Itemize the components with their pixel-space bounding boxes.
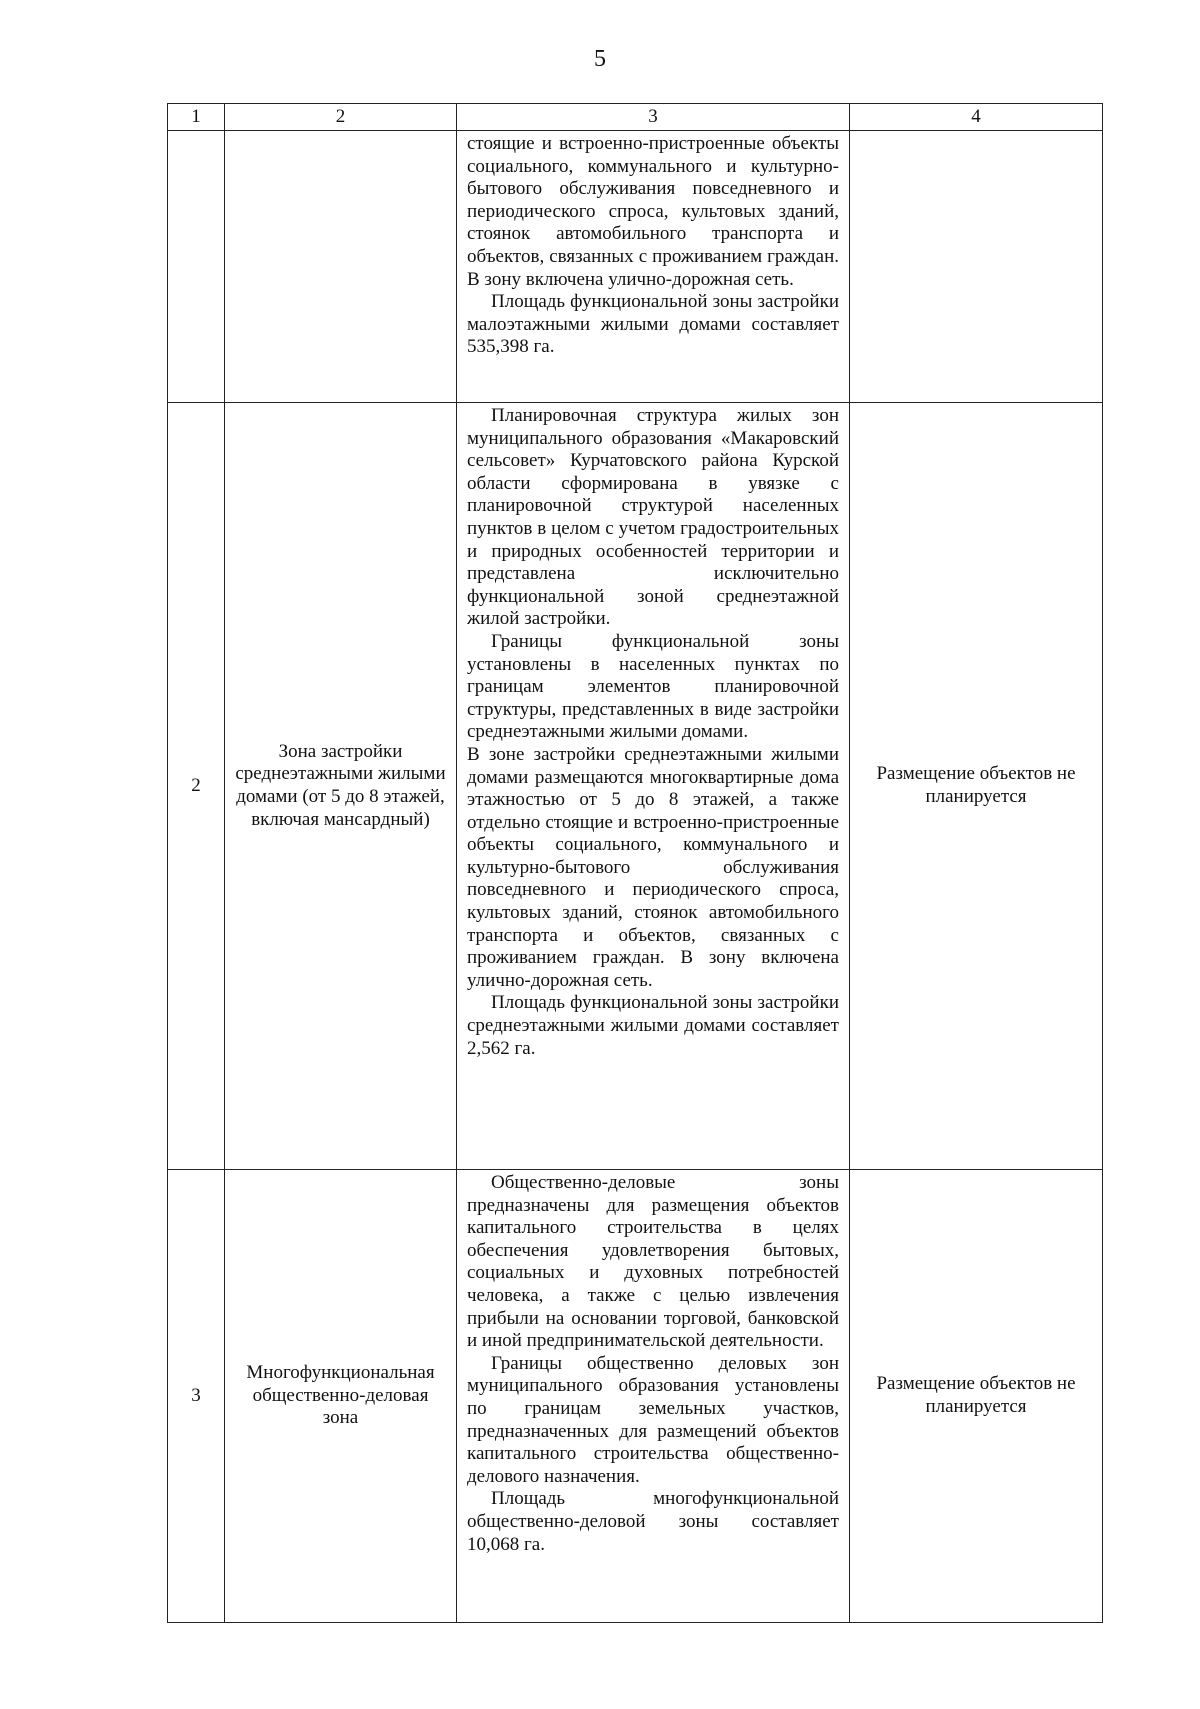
- description-paragraph: Площадь функциональной зоны застройки среднеэтажными жилыми домами составляет 2,562 га.: [467, 992, 839, 1059]
- description-paragraph: Площадь функциональной зоны застройки малоэтажными жилыми домами составляет 535,398 га.: [467, 291, 839, 358]
- header-cell-1: 1: [168, 104, 225, 131]
- description-paragraph: Площадь многофункциональной общественно-деловой зоны составляет 10,068 га.: [467, 1488, 839, 1555]
- table-header-row: [168, 104, 1103, 131]
- table-row: [168, 403, 1103, 1170]
- zone-description: [457, 131, 850, 403]
- zones-table: [167, 103, 1103, 1623]
- planning-note: Размещение объектов не планируется: [850, 403, 1103, 1170]
- row-number: [168, 131, 225, 403]
- description-paragraph: Планировочная структура жилых зон муниципального образования «Макаровский сельсовет» Курчатовского района Курской области сформирована в увязке с планировочной структурой населенных пунктов в целом с учетом градостроительных и природных особенностей территории и представлена исключительно функциональной зоной среднеэтажной жилой застройки.: [467, 405, 839, 630]
- row-number: 2: [168, 403, 225, 1170]
- zone-name: [225, 131, 457, 403]
- zone-name: Зона застройки среднеэтажными жилыми домами (от 5 до 8 этажей, включая мансардный): [225, 403, 457, 1170]
- page-number: 5: [594, 46, 606, 72]
- row-number: 3: [168, 1170, 225, 1623]
- zone-name: Многофункциональная общественно-деловая зона: [225, 1170, 457, 1623]
- planning-note: [850, 131, 1103, 403]
- description-paragraph: В зоне застройки среднеэтажными жилыми домами размещаются многоквартирные дома этажностью от 5 до 8 этажей, а также отдельно стоящие и встроенно-пристроенные объекты социального, коммунального и культурно-бытового обслуживания повседневного и периодического спроса, культовых зданий, стоянок автомобильного транспорта и объектов, связанных с проживанием граждан. В зону включена улично-дорожная сеть.: [467, 743, 839, 991]
- table-row: [168, 1170, 1103, 1623]
- zone-description: [457, 1170, 850, 1623]
- description-paragraph: Общественно-деловые зоны предназначены для размещения объектов капитального строительства в целях обеспечения удовлетворения бытовых, социальных и духовных потребностей человека, а также с целью извлечения прибыли на основании торговой, банковской и иной предпринимательской деятельности.: [467, 1172, 839, 1352]
- header-cell-4: 4: [850, 104, 1103, 131]
- description-paragraph: стоящие и встроенно-пристроенные объекты социального, коммунального и культурно-бытового обслуживания повседневного и периодического спроса, культовых зданий, стоянок автомобильного транспорта и объектов, связанных с проживанием граждан. В зону включена улично-дорожная сеть.: [467, 133, 839, 290]
- planning-note: Размещение объектов не планируется: [850, 1170, 1103, 1623]
- description-paragraph: Границы функциональной зоны установлены в населенных пунктах по границам элементов планировочной структуры, представленных в виде застройки среднеэтажными жилыми домами.: [467, 630, 839, 743]
- description-paragraph: Границы общественно деловых зон муниципального образования установлены по границам земельных участков, предназначенных для размещений объектов капитального строительства общественно-делового назначения.: [467, 1352, 839, 1487]
- table-row: [168, 131, 1103, 403]
- zone-description: [457, 403, 850, 1170]
- header-cell-2: 2: [225, 104, 457, 131]
- header-cell-3: 3: [457, 104, 850, 131]
